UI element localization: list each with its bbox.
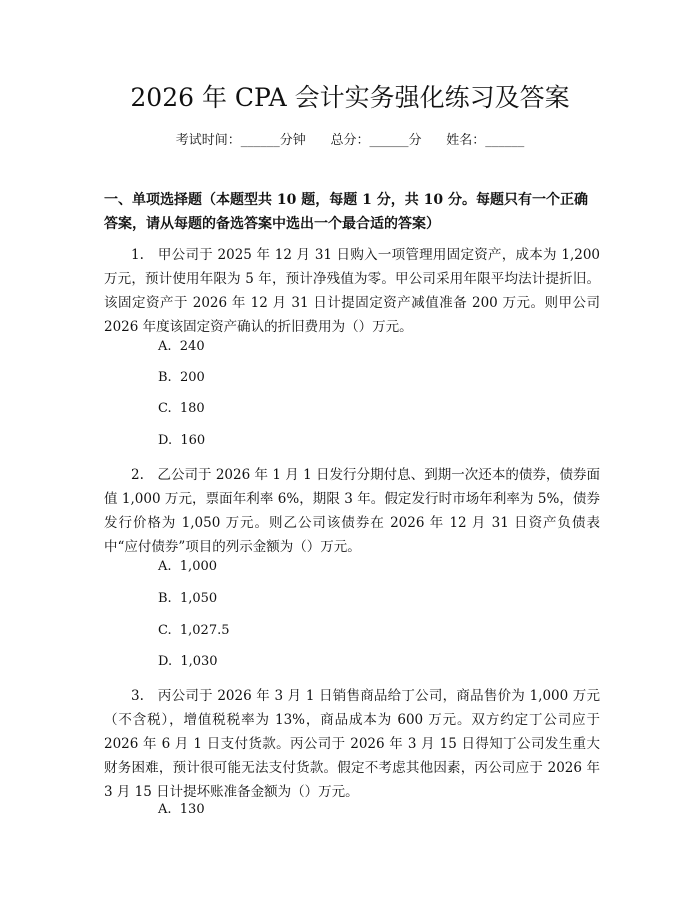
- question-3-text: 3. 丙公司于 2026 年 3 月 1 日销售商品给丁公司，商品售价为 1,000 万元（不含税），增值税税率为 13%，商品成本为 600 万元。双方约定丁公司应于 2026 年 6 月 1 日支付货款。丙公司于 2026 年 3 月 15 日得知丁公司发生重大财务困难，预计很可能无法支付货款。假定不考虑其他因素，丙公司应于 2026 年 3 月 15 日计提坏账准备金额为（）万元。: [104, 688, 600, 800]
- question-2-option-a: A. 1,000: [158, 559, 218, 574]
- question-2-option-d: D. 1,030: [158, 654, 218, 669]
- exam-meta-line: 考试时间：______分钟 总分：______分 姓名：______: [175, 133, 525, 148]
- question-2-option-b: B. 1,050: [158, 591, 218, 606]
- question-3-option-a: A. 130: [158, 802, 205, 817]
- exam-title: 2026 年 CPA 会计实务强化练习及答案: [130, 83, 570, 112]
- question-2-text: 2. 乙公司于 2026 年 1 月 1 日发行分期付息、到期一次还本的债券，债券面值 1,000 万元，票面年利率 6%，期限 3 年。假定发行时市场年利率为 5%，债券发行价格为 1,050 万元。则乙公司该债券在 2026 年 12 月 31 日资产负债表中“应付债券”项目的列示金额为（）万元。: [104, 467, 600, 555]
- question-1-option-b: B. 200: [158, 370, 205, 385]
- section-heading: 一、单项选择题（本题型共 10 题，每题 1 分，共 10 分。每题只有一个正确答案，请从每题的备选答案中选出一个最合适的答案）: [104, 192, 588, 232]
- question-1-option-a: A. 240: [158, 339, 205, 354]
- question-1-option-c: C. 180: [158, 401, 205, 416]
- question-1-option-d: D. 160: [158, 433, 206, 448]
- question-1-text: 1. 甲公司于 2025 年 12 月 31 日购入一项管理用固定资产，成本为 1,200 万元，预计使用年限为 5 年，预计净残值为零。甲公司采用年限平均法计提折旧。该固定资产于 2026 年 12 月 31 日计提固定资产减值准备 200 万元。则甲公司 2026 年度该固定资产确认的折旧费用为（）万元。: [104, 247, 600, 335]
- question-2-option-c: C. 1,027.5: [158, 623, 230, 638]
